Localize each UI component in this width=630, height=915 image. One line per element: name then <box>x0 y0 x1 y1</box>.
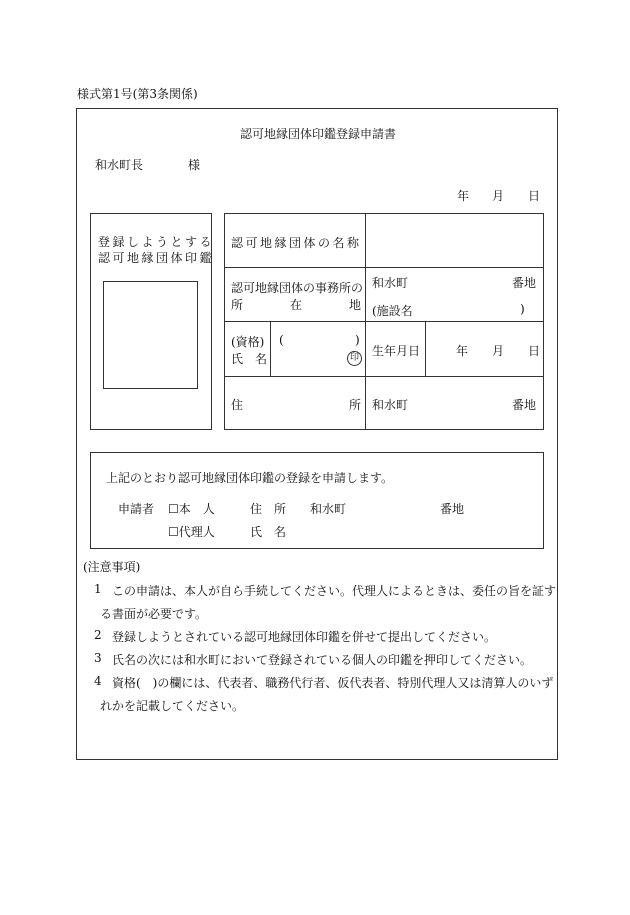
form-label: 様式第1号(第3条関係) <box>77 87 198 101</box>
seal-mark-circle: 印 <box>347 351 362 366</box>
option-agent-checkbox[interactable]: ☐代理人 <box>168 525 215 539</box>
org-name-field[interactable] <box>366 214 542 266</box>
qualification-open: ( <box>279 333 284 347</box>
addressee: 和水町長 <box>95 158 144 172</box>
decl-address-sho: 所 <box>274 502 287 516</box>
office-label-zai: 在 <box>290 298 303 312</box>
declaration-text: 上記のとおり認可地縁団体印鑑の登録を申請します。 <box>106 471 394 485</box>
address-town: 和水町 <box>372 398 409 412</box>
name-label-mei: 名 <box>255 352 268 366</box>
notes-heading: (注意事項) <box>83 560 141 574</box>
date-year-label: 年 <box>457 189 470 203</box>
note-4-num: 4 <box>94 674 102 688</box>
note-3-num: 3 <box>94 651 102 665</box>
seal-imprint-area[interactable] <box>103 281 198 389</box>
seal-mark <box>347 349 362 366</box>
date-day-label: 日 <box>528 189 541 203</box>
birth-year: 年 <box>456 344 469 358</box>
note-4-line1: 資格( )の欄には、代表者、職務代行者、仮代表者、特別代理人又は清算人のいず <box>112 676 554 690</box>
seal-box-line1: 登録しようとする <box>98 235 215 249</box>
decl-name-shi: 氏 <box>250 525 263 539</box>
option-self-checkbox[interactable]: ☐本 人 <box>168 502 215 516</box>
decl-town: 和水町 <box>310 502 347 516</box>
org-name-label: 認可地縁団体の名称 <box>231 236 362 250</box>
date-month-label: 月 <box>492 189 505 203</box>
office-label-chi: 地 <box>349 298 362 312</box>
birth-month: 月 <box>492 344 505 358</box>
birth-label: 生年月日 <box>372 344 421 358</box>
decl-name-mei: 名 <box>274 525 287 539</box>
note-4-line2: れかを記載してください。 <box>100 699 245 713</box>
birth-day: 日 <box>528 344 541 358</box>
address-banchi: 番地 <box>512 398 537 412</box>
note-3-line1: 氏名の次には和水町において登録されている個人の印鑑を押印してください。 <box>112 653 533 667</box>
applicant-label: 申請者 <box>118 502 155 516</box>
form-title: 認可地縁団体印鑑登録申請書 <box>240 127 397 141</box>
note-2-num: 2 <box>94 628 102 642</box>
decl-address-ju: 住 <box>250 502 263 516</box>
address-label-ju: 住 <box>231 398 244 412</box>
note-2-line1: 登録しようとされている認可地縁団体印鑑を併せて提出してください。 <box>112 630 497 644</box>
qualification-close: ) <box>355 333 360 347</box>
decl-banchi: 番地 <box>440 502 465 516</box>
note-1-line2: る書面が必要です。 <box>100 607 208 621</box>
office-town: 和水町 <box>372 276 409 290</box>
note-1-num: 1 <box>94 582 102 596</box>
office-banchi: 番地 <box>512 276 537 290</box>
office-label-line1: 認可地縁団体の事務所の <box>231 281 364 295</box>
honorific: 様 <box>188 158 201 172</box>
name-label-shi: 氏 <box>231 352 244 366</box>
facility-label: (施設名 <box>372 304 413 318</box>
note-1-line1: この申請は、本人が自ら手続してください。代理人によるときは、委任の旨を証す <box>112 584 557 598</box>
office-label-so: 所 <box>231 298 244 312</box>
seal-box-line2: 認可地縁団体印鑑 <box>98 251 215 265</box>
facility-close: ) <box>520 302 525 316</box>
address-label-sho: 所 <box>349 398 362 412</box>
qualification-label: (資格) <box>231 335 265 349</box>
